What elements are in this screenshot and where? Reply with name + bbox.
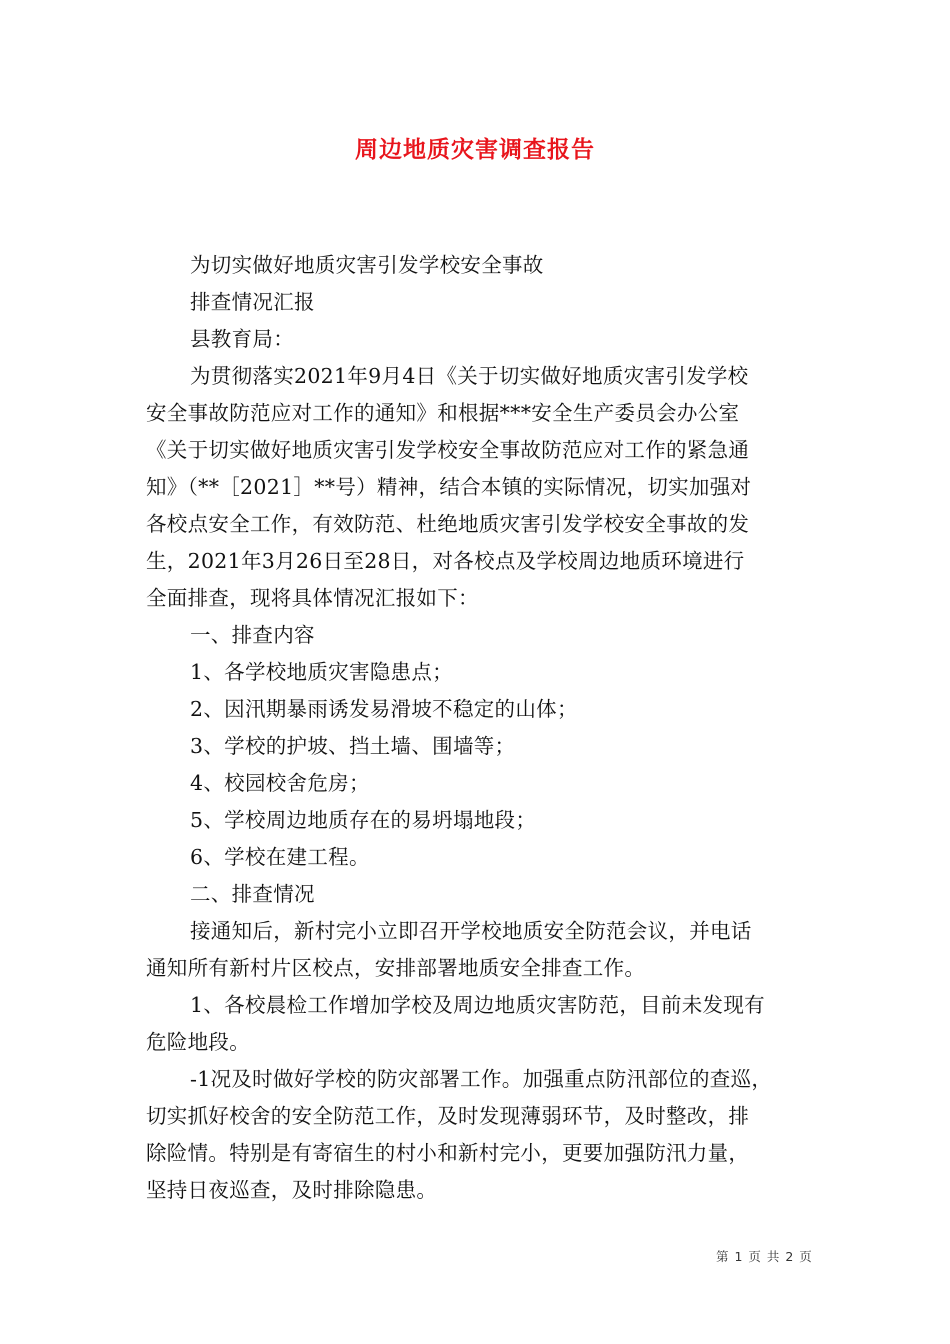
body-line: 切实抓好校舍的安全防范工作，及时发现薄弱环节，及时整改，排	[146, 1104, 750, 1128]
body-line: 为切实做好地质灾害引发学校安全事故	[190, 253, 544, 277]
body-line: 《关于切实做好地质灾害引发学校安全事故防范应对工作的紧急通	[146, 438, 750, 462]
section-heading: 一、排查内容	[190, 623, 315, 647]
body-line: 排查情况汇报	[190, 290, 315, 314]
list-item: 5、学校周边地质存在的易坍塌地段；	[190, 808, 537, 832]
body-line: 各校点安全工作，有效防范、杜绝地质灾害引发学校安全事故的发	[146, 512, 750, 536]
list-item: 1、各学校地质灾害隐患点；	[190, 660, 453, 684]
body-line: 县教育局：	[190, 327, 294, 351]
list-item: 3、学校的护坡、挡土墙、围墙等；	[190, 734, 516, 758]
body-line: 知》（**［2021］**号）精神，结合本镇的实际情况，切实加强对	[146, 475, 752, 499]
body-line: -1况及时做好学校的防灾部署工作。加强重点防汛部位的查巡，	[190, 1067, 773, 1091]
body-line: 通知所有新村片区校点，安排部署地质安全排查工作。	[146, 956, 646, 980]
list-item: 2、因汛期暴雨诱发易滑坡不稳定的山体；	[190, 697, 578, 721]
body-line: 危险地段。	[146, 1030, 250, 1054]
body-line: 接通知后，新村完小立即召开学校地质安全防范会议，并电话	[190, 919, 752, 943]
list-item: 4、校园校舍危房；	[190, 771, 370, 795]
document-title: 周边地质灾害调查报告	[355, 137, 595, 163]
body-line: 坚持日夜巡查，及时排除隐患。	[146, 1178, 438, 1202]
body-line: 除险情。特别是有寄宿生的村小和新村完小，更要加强防汛力量，	[146, 1141, 750, 1165]
list-item: 6、学校在建工程。	[190, 845, 370, 869]
body-line: 1、各校晨检工作增加学校及周边地质灾害防范，目前未发现有	[190, 993, 765, 1017]
body-line: 安全事故防范应对工作的通知》和根据***安全生产委员会办公室	[146, 401, 740, 425]
body-line: 全面排查，现将具体情况汇报如下：	[146, 586, 479, 610]
body-line: 为贯彻落实2021年9月4日《关于切实做好地质灾害引发学校	[190, 364, 749, 388]
page-indicator: 第 1 页 共 2 页	[716, 1249, 813, 1264]
body-line: 生，2021年3月26日至28日，对各校点及学校周边地质环境进行	[146, 549, 745, 573]
section-heading: 二、排查情况	[190, 882, 315, 906]
